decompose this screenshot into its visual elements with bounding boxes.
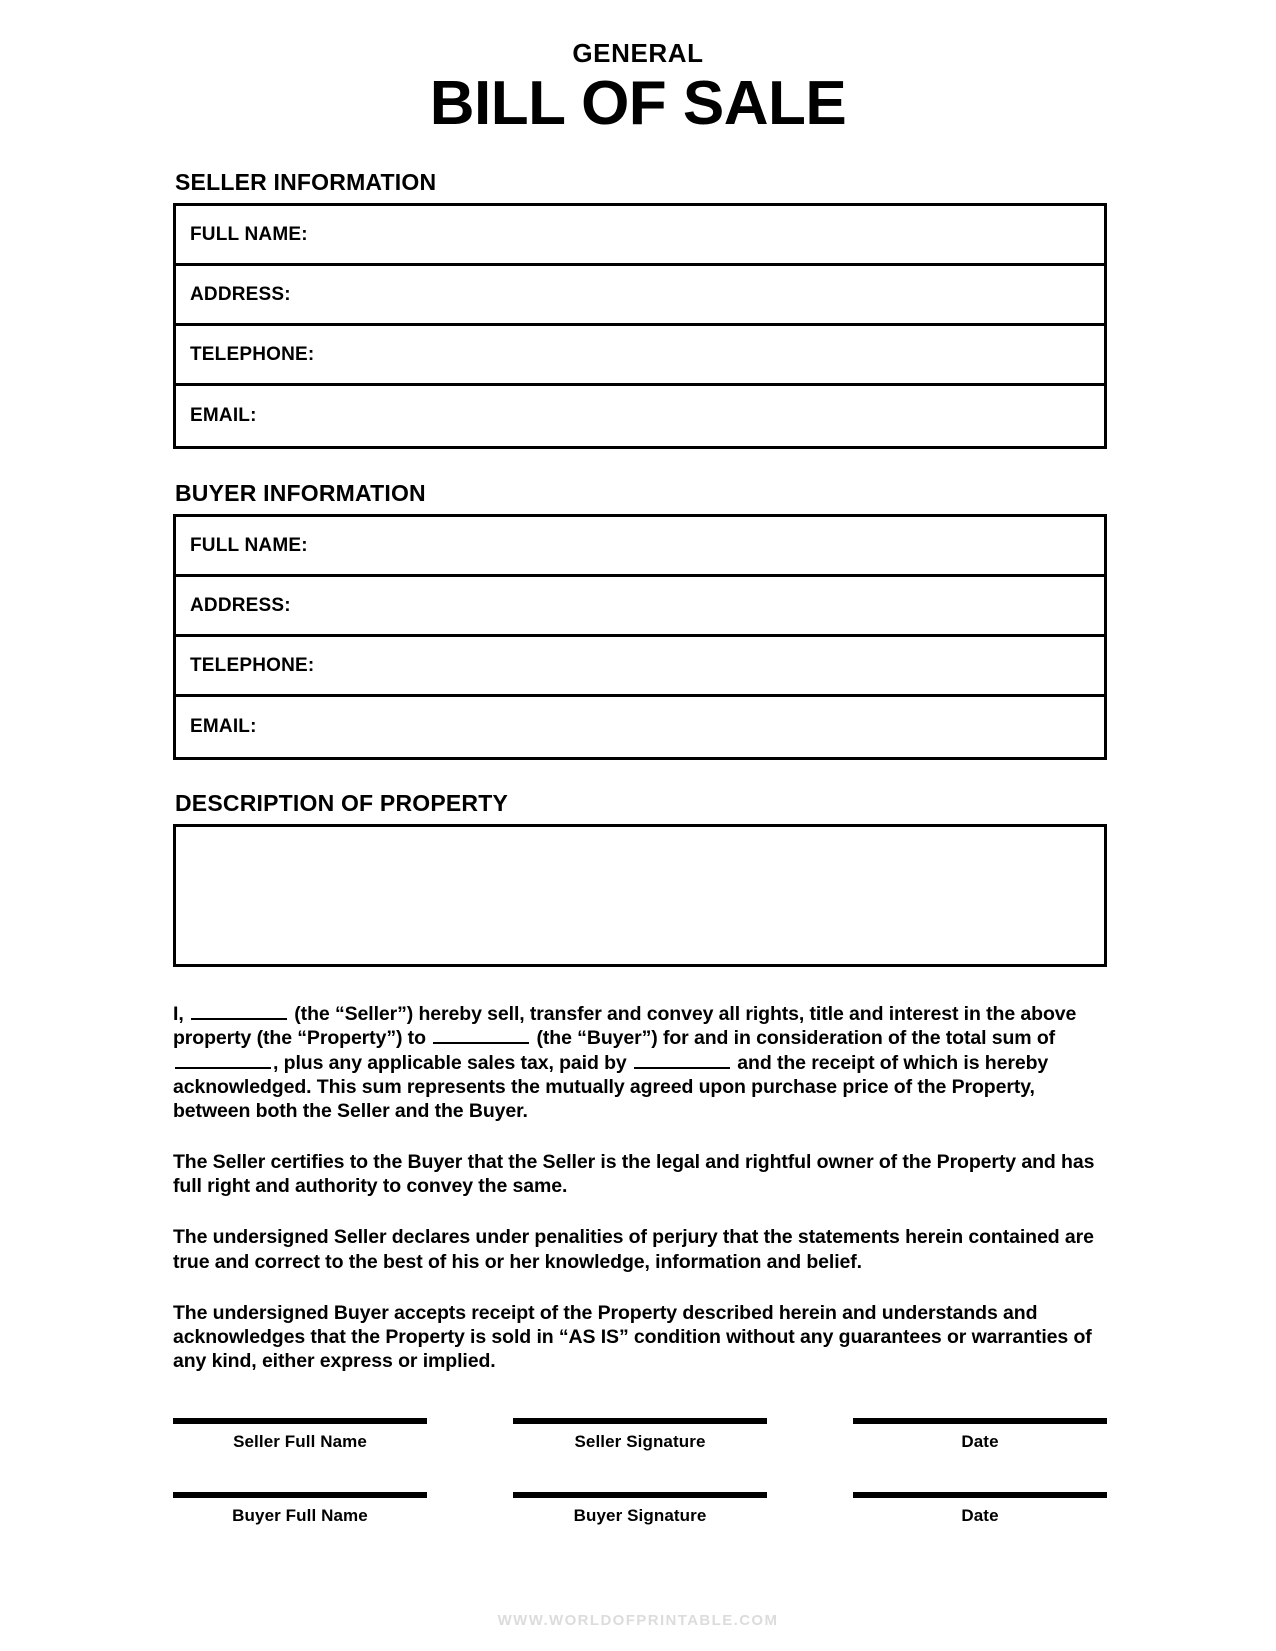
total-sum-blank[interactable] (175, 1051, 271, 1069)
buyer-signature-cell[interactable] (513, 1492, 767, 1526)
seller-full-name-signature-cell[interactable] (173, 1418, 427, 1452)
agreement-paragraph-3: The undersigned Seller declares under penalities of perjury that the statements herein contained are true and correct to the best of his or her knowledge, information and belief. (173, 1226, 1094, 1273)
description-of-property-textarea[interactable] (173, 824, 1107, 967)
buyer-full-name-row[interactable] (176, 517, 1104, 577)
buyer-email-row[interactable] (176, 697, 1104, 757)
buyer-full-name-caption: Buyer Full Name (232, 1506, 368, 1526)
document-body (173, 169, 1107, 1526)
buyer-date-cell[interactable] (853, 1492, 1107, 1526)
paragraph-1-segment-5: and the receipt of which is hereby acknowledged. This sum represents the mutually agreed upon purchase price of the Property, between both the Seller and the Buyer. (173, 1051, 1049, 1122)
seller-full-name-signature-line[interactable] (173, 1418, 427, 1424)
seller-full-name-label: FULL NAME: (190, 223, 308, 245)
seller-full-name-row[interactable] (176, 206, 1104, 266)
buyer-address-row[interactable] (176, 577, 1104, 637)
seller-email-row[interactable] (176, 386, 1104, 446)
buyer-full-name-label: FULL NAME: (190, 534, 308, 556)
buyer-full-name-signature-cell[interactable] (173, 1492, 427, 1526)
signature-section (173, 1418, 1107, 1526)
paragraph-1-segment-2: (the “Seller”) hereby sell, transfer and convey all rights, title and interest in the above property (the “Property”) to (173, 1003, 1077, 1050)
seller-information-table (173, 203, 1107, 449)
buyer-date-caption: Date (961, 1506, 999, 1526)
seller-address-row[interactable] (176, 266, 1104, 326)
buyer-full-name-signature-line[interactable] (173, 1492, 427, 1498)
seller-address-label: ADDRESS: (190, 283, 291, 305)
seller-email-label: EMAIL: (190, 405, 257, 427)
seller-telephone-label: TELEPHONE: (190, 343, 315, 365)
buyer-information-heading: BUYER INFORMATION (175, 480, 426, 507)
buyer-information-table (173, 514, 1107, 760)
buyer-date-line[interactable] (853, 1492, 1107, 1498)
paragraph-1-segment-1: I, (173, 1003, 189, 1026)
seller-date-cell[interactable] (853, 1418, 1107, 1452)
seller-information-heading: SELLER INFORMATION (175, 169, 437, 196)
document-title-superline: GENERAL (572, 38, 704, 68)
paragraph-1-segment-4: , plus any applicable sales tax, paid by (273, 1051, 632, 1074)
buyer-signature-line[interactable] (513, 1492, 767, 1498)
agreement-paragraph-1 (173, 1002, 1107, 1123)
seller-date-line[interactable] (853, 1418, 1107, 1424)
seller-full-name-caption: Seller Full Name (233, 1432, 367, 1452)
seller-signature-caption: Seller Signature (574, 1432, 706, 1452)
seller-name-blank[interactable] (191, 1002, 287, 1020)
agreement-paragraph-4: The undersigned Buyer accepts receipt of the Property described herein and understands and acknowledges that the Property is sold in “AS IS” condition without any guarantees or warranties of any kind, either express or implied. (173, 1301, 1092, 1373)
document-title-block (0, 0, 1276, 138)
buyer-signature-row (173, 1492, 1107, 1526)
buyer-name-blank[interactable] (433, 1026, 529, 1044)
seller-signature-cell[interactable] (513, 1418, 767, 1452)
footer-watermark: WWW.WORLDOFPRINTABLE.COM (497, 1612, 779, 1629)
seller-date-caption: Date (961, 1432, 999, 1452)
buyer-telephone-row[interactable] (176, 637, 1104, 697)
buyer-telephone-label: TELEPHONE: (190, 654, 315, 676)
agreement-text (173, 1002, 1107, 1373)
paid-by-blank[interactable] (634, 1051, 730, 1069)
buyer-email-label: EMAIL: (190, 716, 257, 738)
document-title-main: BILL OF SALE (429, 69, 847, 139)
description-of-property-heading: DESCRIPTION OF PROPERTY (175, 790, 509, 817)
paragraph-1-segment-3: (the “Buyer”) for and in consideration of the total sum of (531, 1027, 1056, 1050)
agreement-paragraph-2: The Seller certifies to the Buyer that the Seller is the legal and rightful owner of the Property and has full right and authority to convey the same. (173, 1151, 1095, 1198)
buyer-signature-caption: Buyer Signature (573, 1506, 707, 1526)
seller-signature-line[interactable] (513, 1418, 767, 1424)
seller-telephone-row[interactable] (176, 326, 1104, 386)
seller-signature-row (173, 1418, 1107, 1452)
buyer-address-label: ADDRESS: (190, 594, 291, 616)
